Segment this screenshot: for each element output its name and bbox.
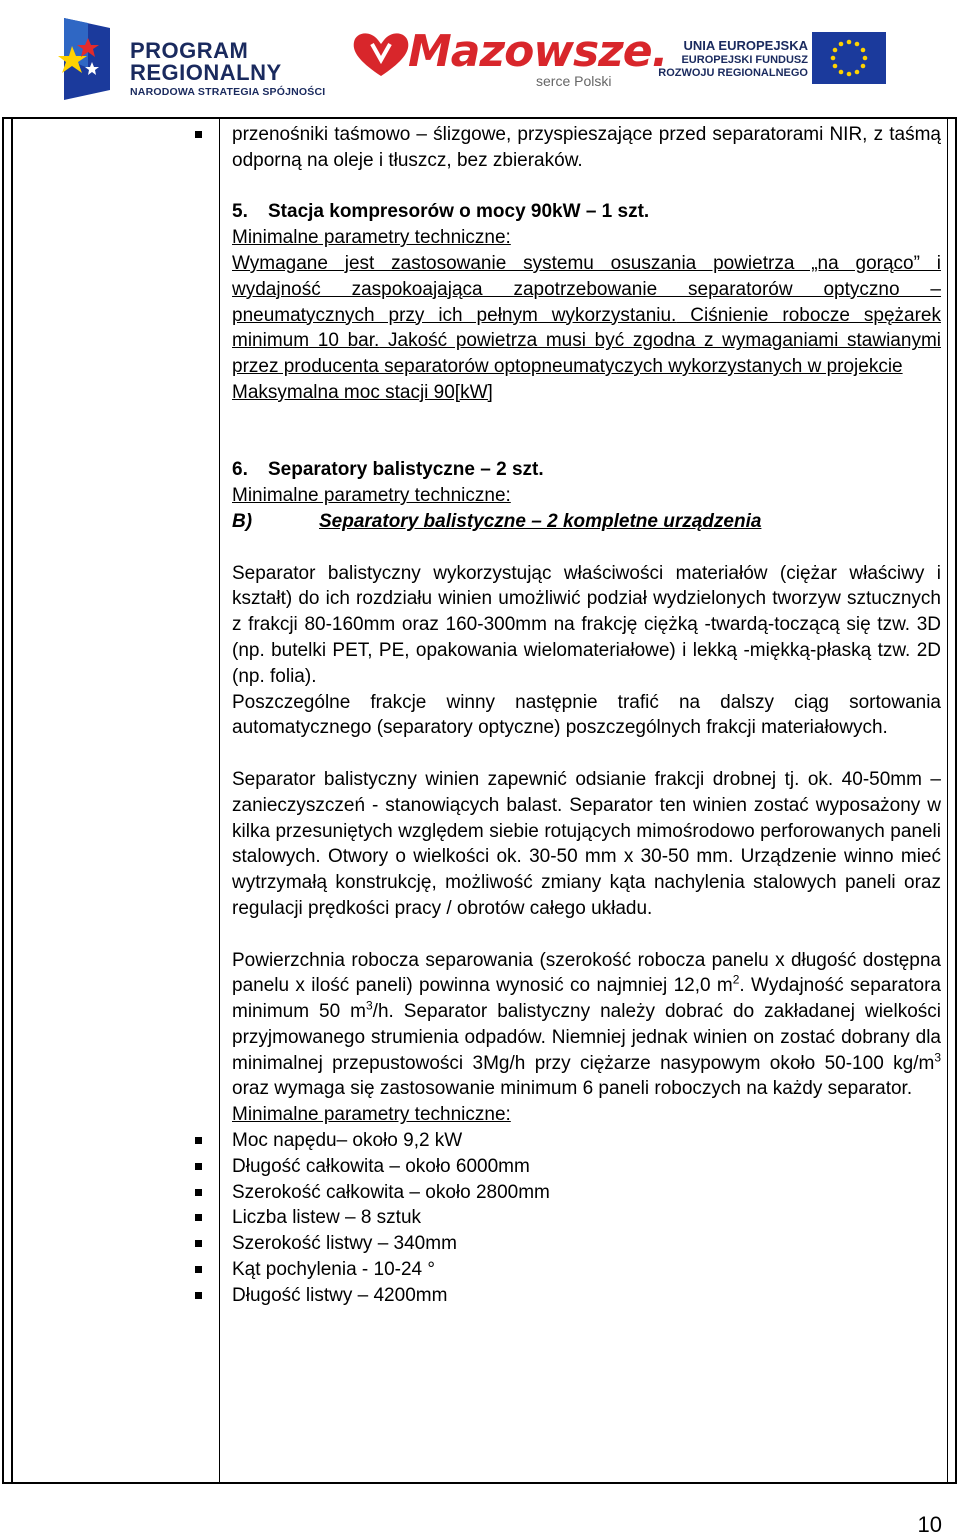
section-6-sub-title: Separatory balistyczne – 2 kompletne urządzenia — [319, 510, 762, 532]
para3-text-2: . Wydajność separatora minimum 50 m — [232, 975, 941, 1023]
table-border-right-outer — [955, 117, 957, 1484]
document-body — [232, 122, 941, 1309]
para3-sup-1: 2 — [732, 972, 740, 987]
section-5-quality-text: Jakość powietrza musi być zgodna z wymaganiami stawianymi przez producenta separatorów optopneumatyczych wykorzystanych w projekcie — [232, 330, 941, 378]
section-6-sub-label: B) — [232, 510, 253, 532]
mazowsze-subtitle: serce Polski — [536, 73, 612, 89]
table-border-right-inner — [947, 117, 948, 1484]
para3-text-1: Powierzchnia robocza separowania (szerokość robocza panelu x długość dostępna panelu x ilość paneli) powinna wynosić co najmniej 12,0 m — [232, 949, 941, 997]
section-5-number: 5. — [232, 201, 248, 223]
mazowsze-logo — [350, 26, 668, 96]
specs-list — [159, 1128, 941, 1309]
list-item: Długość listwy – 4200mm — [159, 1283, 941, 1309]
list-item: Szerokość całkowita – około 2800mm — [159, 1180, 941, 1206]
section-5-underlined-text: Wymagane jest zastosowanie systemu osuszania powietrza „na gorąco” i wydajność zaspokoajająca zapotrzebowanie separatorów optyczno – pneumatycznych przy ich pełnym wykorzystaniu. — [232, 252, 941, 326]
section-6-min-params-2: Minimalne parametry techniczne: — [232, 1104, 511, 1126]
section-5-title: Stacja kompresorów o mocy 90kW – 1 szt. — [268, 201, 650, 223]
list-item: przenośniki taśmowo – ślizgowe, przyspieszające przed separatorami NIR, z taśmą odporną na oleje i tłuszcz, bez zbieraków. — [159, 122, 941, 174]
section-5-max-power: Maksymalna moc stacji 90[kW] — [232, 381, 493, 403]
section-5-pressure-text: Ciśnienie robocze spężarek minimum 10 bar. — [232, 304, 941, 352]
program-regionalny-star-icon — [58, 18, 110, 100]
para3-sup-2: 3 — [365, 998, 373, 1013]
program-regionalny-logo — [58, 18, 328, 102]
section-6-number: 6. — [232, 459, 248, 481]
ue-line3: ROZWOJU REGIONALNEGO — [658, 67, 808, 79]
section-6-subheading — [232, 509, 941, 535]
page-header — [0, 0, 960, 110]
section-6-heading — [232, 457, 941, 483]
section-6-title: Separatory balistyczne – 2 szt. — [268, 459, 544, 481]
para3-text-3: /h. Separator balistyczny należy dobrać do zakładanej wielkości przyjmowanego strumienia odpadów. Niemniej jednak winien on zostać dobrany dla minimalnej przepustowości 3Mg/h przy ciężarze nasypowym około 50-100 kg/m — [232, 1001, 942, 1074]
para3-text-4: oraz wymaga się zastosowanie minimum 6 paneli roboczych na każdy separator. — [232, 1078, 913, 1100]
table-border-left-outer — [2, 117, 4, 1484]
ue-line2: EUROPEJSKI FUNDUSZ — [681, 54, 808, 66]
mazowsze-wordmark: Mazowsze. — [408, 26, 668, 77]
section-5-heading — [232, 199, 941, 225]
list-item: Długość całkowita – około 6000mm — [159, 1154, 941, 1180]
ue-line1: UNIA EUROPEJSKA — [683, 38, 808, 53]
list-item: Szerokość listwy – 340mm — [159, 1231, 941, 1257]
table-border-left-inner — [11, 117, 13, 1484]
list-item: Liczba listew – 8 sztuk — [159, 1205, 941, 1231]
section-6-paragraph-1b: Poszczególne frakcje winny następnie trafić na dalszy ciąg sortowania automatycznego (separatory optyczne) poszczególnych frakcji materiałowych. — [232, 691, 941, 739]
section-6-paragraph-3 — [232, 948, 941, 1103]
section-6-paragraph-1a: Separator balistyczny wykorzystując właściwości materiałów (ciężar właściwy i kształt) do ich rozdziału winien umożliwić podział wydzielonych tworzyw sztucznych z frakcji 80-160mm oraz 160-300mm na frakcję ciężką -twardą-toczącą się tzw. 3D (np. butelki PET, PE, opakowania wielomateriałowe) i lekką -miękką-płaską tzw. 2D (np. folia). — [232, 562, 941, 687]
program-regionalny-line2: REGIONALNY — [130, 60, 282, 85]
para3-sup-3: 3 — [934, 1050, 941, 1065]
section-5-paragraph — [232, 251, 941, 380]
table-top-border — [2, 117, 957, 119]
list-item: Kąt pochylenia - 10-24 ° — [159, 1257, 941, 1283]
table-bottom-border — [2, 1482, 957, 1484]
list-item: Moc napędu– około 9,2 kW — [159, 1128, 941, 1154]
program-regionalny-line3: NARODOWA STRATEGIA SPÓJNOŚCI — [130, 86, 326, 98]
unia-europejska-logo — [640, 32, 890, 88]
eu-flag-icon — [812, 32, 886, 84]
heart-icon — [350, 30, 412, 78]
page-number: 10 — [917, 1512, 942, 1537]
section-6-paragraph-2: Separator balistyczny winien zapewnić odsianie frakcji drobnej tj. ok. 40-50mm – zanieczyszczeń - stanowiących balast. Separator ten winien zostać wyposażony w kilka przesuniętych względem siebie rotujących mimośrodowo perforowanych paneli stalowych. Otwory o wielkości ok. 30-50 mm x 30-50 mm. Urządzenie winno mieć wytrzymałą konstrukcję, możliwość zmiany kąta nachylenia stalowych paneli oraz regulacji prędkości pracy / obrotów całego układu. — [232, 768, 941, 919]
program-regionalny-line1: PROGRAM — [130, 38, 249, 63]
section-6-min-params: Minimalne parametry techniczne: — [232, 485, 511, 507]
section-5-min-params: Minimalne parametry techniczne: — [232, 227, 511, 249]
conveyor-bullet-list — [159, 122, 941, 174]
